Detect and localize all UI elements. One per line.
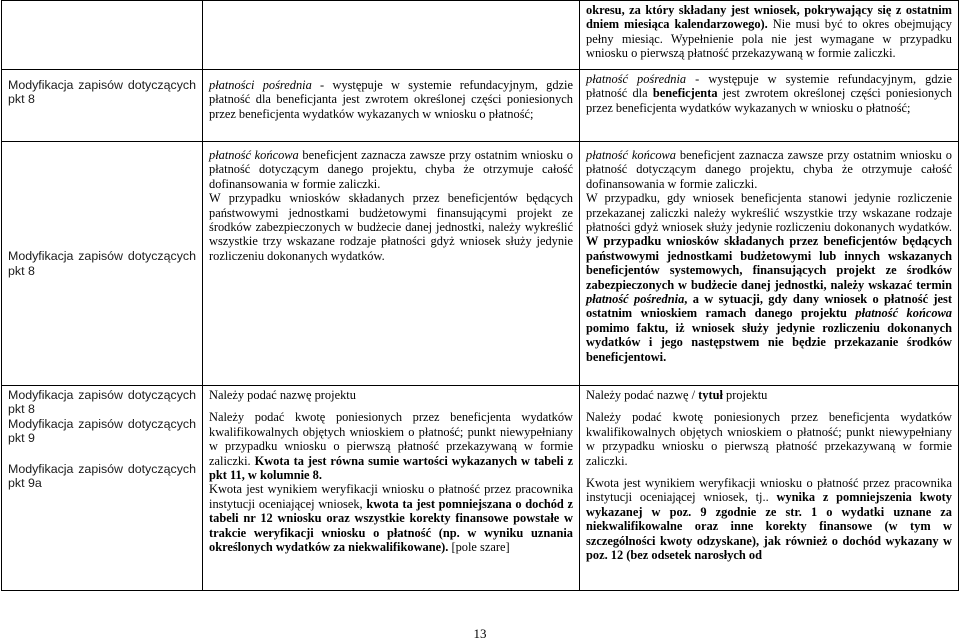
- table-row: [2, 1, 959, 70]
- modification-label: Modyfikacja zapisów dotyczących pkt 8: [8, 388, 196, 417]
- bold-change: W przypadku wniosków składanych przez beneficjentów będących państwowymi jednostkami budżetowymi lub innych wskazanych beneficjentów systemowych, finansujących projekt ze środków zabezpieczonych w budżecie danej jednostki, należy wskazać termin płatność pośrednia, a w sytuacji, gdy dany wniosek o płatność jest ostatnim wnioskiem ramach danego projektu płatność końcowa pomimo faktu, iż wniosek służy jedynie rozliczeniu dokonanych wydatków i jego następstwem nie będzie przekazanie środków beneficjentowi.: [586, 234, 952, 364]
- modification-label: Modyfikacja zapisów dotyczących pkt 9a: [8, 461, 196, 491]
- bold-change: beneficjenta: [652, 86, 718, 101]
- term-definition: jest zwrotem określonej części poniesionych przez beneficjenta wydatków wykazanych w wniosku o płatność;: [586, 86, 953, 115]
- current-text-cell: [203, 70, 580, 142]
- paragraph: Kwota jest wynikiem weryfikacji wniosku o płatność przez pracownika instytucji oceniającej wniosek, tj..: [586, 476, 952, 505]
- page-number: 13: [473, 626, 487, 641]
- gray-field-note: [pole szare]: [448, 540, 510, 555]
- label-cell: [2, 1, 203, 70]
- term-italic: płatności pośrednia: [209, 78, 312, 92]
- paragraph: W przypadku, gdy wniosek beneficjenta stanowi jedynie rozliczenie przekazanej zaliczki należy wykreślić wszystkie trzy wskazane rodzaje płatności gdyż wniosek służy jedynie rozliczeniu dokonanych wydatków.: [586, 191, 952, 235]
- paragraph: W przypadku wniosków składanych przez beneficjentów będących państwowymi jednostkami budżetowymi finansującymi projekt ze środków zabezpieczonych w budżecie danej jednostki, należy wykreślić wszystkie trzy wskazane rodzaje płatności gdyż wniosek służy jedynie rozliczeniu dokonanych wydatków.: [209, 191, 573, 263]
- current-text-cell: [203, 142, 580, 386]
- label-cell: [2, 386, 203, 591]
- term-italic: płatność pośrednia: [586, 72, 687, 86]
- bold-change: wynika z pomniejszenia kwoty wykazanej w poz. 9 zgodnie ze str. 1 o wydatki uznane za niekwalifikowalne oraz inne korekty finansowe (w tym w szczególności kwoty odzyskane), jak również o dochód wykazany w poz. 12 (bez odsetek narosłych od: [586, 490, 952, 563]
- paragraph: Kwota jest wynikiem weryfikacji wniosku o płatność przez pracownika instytucji oceniającej wniosek,: [209, 482, 573, 511]
- bold-text: kwota ta jest pomniejszana o dochód z tabeli nr 12 wniosku oraz wszystkie korekty finansowe powstałe w trakcie weryfikacji wniosku o płatność (np. w wyniku uznania określonych wydatków za niekwalifikowane).: [209, 496, 573, 555]
- modification-label: Modyfikacja zapisów dotyczących pkt 9: [8, 416, 196, 446]
- term-definition: - występuje w systemie refundacyjnym, gdzie płatność dla beneficjanta jest zwrotem określonej części poniesionych przez beneficjenta wydatków wykazanych w wniosku o płatność;: [209, 78, 573, 121]
- label-cell: [2, 70, 203, 142]
- paragraph: Należy podać nazwę /: [586, 388, 699, 402]
- table-row: [2, 70, 959, 142]
- paragraph: beneficjent zaznacza zawsze przy ostatnim wniosku o płatność dotyczącym danego projektu, chyba że otrzymuje całość dofinansowania w formie zaliczki.: [209, 148, 573, 191]
- paragraph: Należy podać kwotę poniesionych przez beneficjenta wydatków kwalifikowalnych objętych wnioskiem o płatność; punkt niewypełniany w przypadku wniosku o pierwszą płatność przekazywaną w formie zaliczki.: [209, 410, 573, 468]
- bold-text: Kwota ta jest równa sumie wartości wykazanych w tabeli z pkt 11, w kolumnie 8.: [209, 453, 574, 483]
- proposed-text-cell: [580, 70, 959, 142]
- modification-label: Modyfikacja zapisów dotyczących pkt 8: [8, 249, 196, 278]
- continuation-text: Nie musi być to okres obejmujący pełny miesiąc. Wypełnienie pola nie jest wymagane w przypadku wniosku o pierwszą płatność przekazywaną w formie zaliczki.: [586, 17, 953, 61]
- paragraph: Należy podać nazwę projektu: [209, 388, 356, 402]
- term-italic: płatność końcowa: [209, 148, 299, 162]
- proposed-text-cell: [580, 1, 959, 70]
- proposed-text-cell: [580, 142, 959, 386]
- paragraph: beneficjent zaznacza zawsze przy ostatnim wniosku o płatność dotyczącym danego projektu, chyba że otrzymuje całość dofinansowania w formie zaliczki.: [586, 148, 952, 191]
- term-definition: - występuje w systemie refundacyjnym, gdzie płatność dla: [586, 72, 952, 101]
- modification-label: Modyfikacja zapisów dotyczących pkt 8: [8, 78, 196, 107]
- table-row: [2, 142, 959, 386]
- term-italic: płatność końcowa: [586, 148, 676, 162]
- comparison-table: [1, 0, 959, 591]
- current-text-cell: [203, 386, 580, 591]
- current-text-cell: [203, 1, 580, 70]
- paragraph: Należy podać kwotę poniesionych przez beneficjenta wydatków kwalifikowalnych objętych wnioskiem o płatność; punkt niewypełniany w przypadku wniosku o pierwszą płatność przekazywaną w formie zaliczki.: [586, 410, 952, 468]
- continuation-bold: okresu, za który składany jest wniosek, pokrywający się z ostatnim dniem miesiąca kalendarzowego).: [586, 3, 952, 32]
- table-row: [2, 386, 959, 591]
- bold-change: tytuł: [698, 388, 723, 402]
- label-cell: [2, 142, 203, 386]
- proposed-text-cell: Należy podać nazwę / tytuł projektu Należy podać kwotę poniesionych przez beneficjenta wydatków kwalifikowalnych objętych wnioskiem o płatność; punkt niewypełniany w przypadku wniosku o pierwszą płatność przekazywaną w formie zaliczki. Kwota jest wynikiem weryfikacji wniosku o płatność przez pracownika instytucji oceniającej wniosek, tj.. wynika z pomniejszenia kwoty wykazanej w poz. 9 zgodnie ze str. 1 o wydatki uznane za niekwalifikowalne oraz inne korekty finansowe (w tym w szczególności kwoty odzyskane), jak również o dochód wykazany w poz. 12 (bez odsetek narosłych od: [580, 386, 959, 591]
